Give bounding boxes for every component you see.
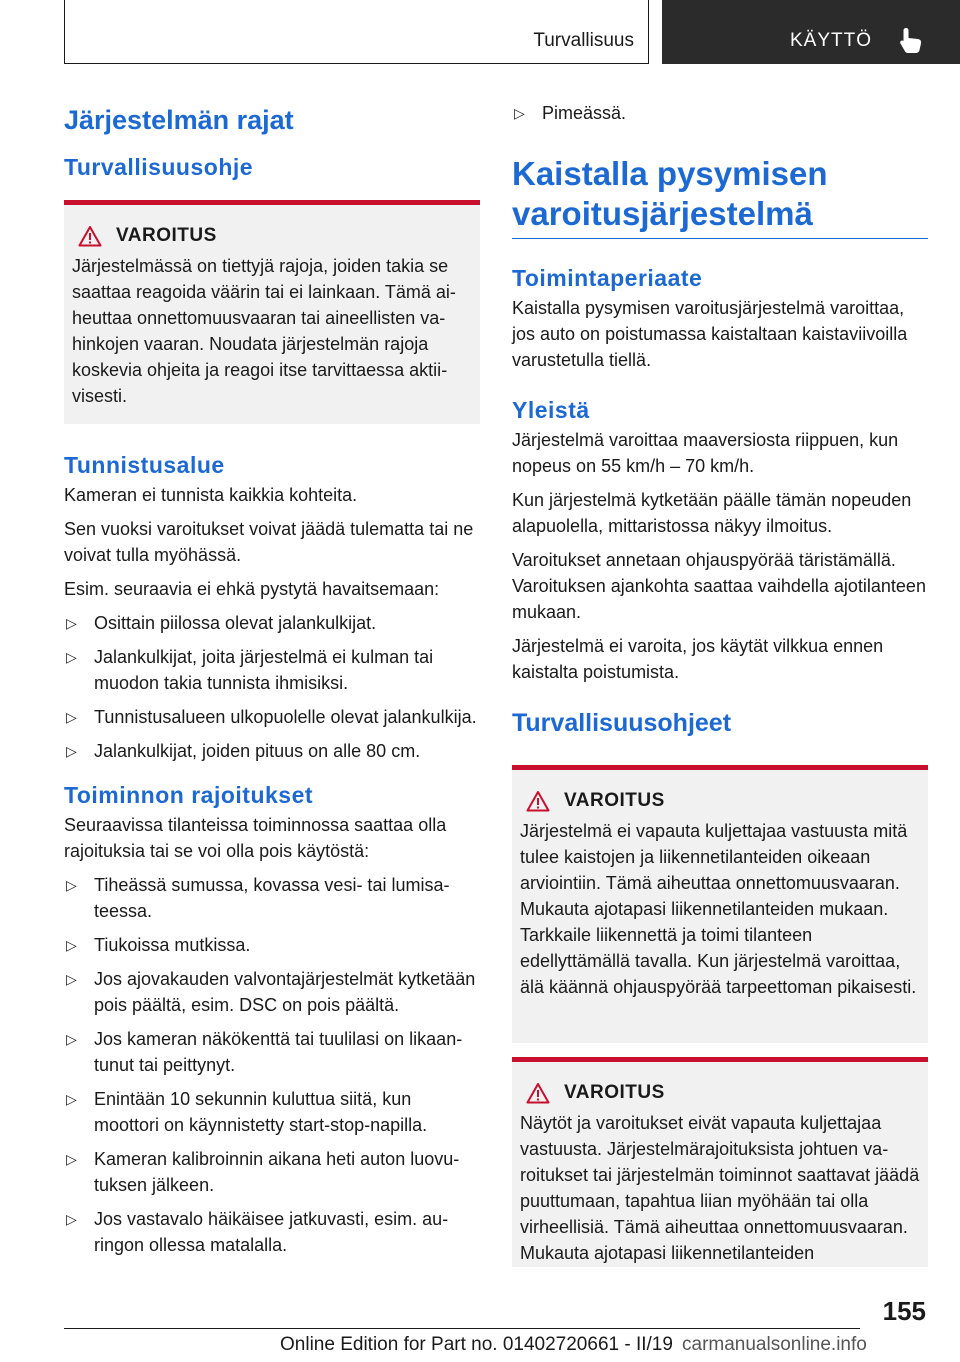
bullet-triangle-icon: ▷ — [66, 971, 77, 987]
limits-heading: Toiminnon rajoitukset — [64, 782, 314, 808]
warning-text: Järjestelmässä on tiettyjä rajoja, joiden takia se saattaa reagoida väärin tai ei lainkaan. Tämä aiheuttaa onnettomuusvaaran tai aineellisten vahinkojen vaaran. Noudata järjestelmän rajoja koskevia ohjeita ja reagoi itse tarvittaessa aktiivisesti. — [72, 256, 456, 406]
right-column — [512, 100, 928, 1267]
safety-heading: Turvallisuusohje — [64, 154, 254, 180]
warning-title — [526, 1082, 920, 1104]
list-item: ▷ Enintään 10 sekunnin kuluttua siitä, kun moottori on käynnistetty start-stop-napilla. — [64, 1086, 480, 1138]
list-item: ▷ Pimeässä. — [512, 100, 928, 126]
bullet-triangle-icon: ▷ — [66, 1091, 77, 1107]
warning-triangle-icon — [526, 1082, 550, 1104]
safety-instructions-heading: Turvallisuusohjeet — [512, 709, 732, 737]
paragraph: Seuraavissa tilanteissa toiminnossa saattaa olla rajoituksia tai se voi olla pois käytöstä: — [64, 815, 447, 861]
header-chapter-box — [662, 0, 960, 64]
paragraph: Esim. seuraavia ei ehkä pystytä havaitsemaan: — [64, 579, 440, 599]
paragraph: Järjestelmä ei varoita, jos käytät vilkkua ennen kaistalta poistumista. — [512, 636, 884, 682]
list-item: ▷ Jalankulkijat, joiden pituus on alle 80 cm. — [64, 738, 480, 764]
footer-divider — [64, 1328, 860, 1329]
paragraph: Kun järjestelmä kytketään päälle tämän nopeuden alapuolella, mittaristossa näkyy ilmoitus. — [512, 490, 912, 536]
bullet-triangle-icon: ▷ — [66, 649, 77, 665]
header-section-box — [64, 0, 649, 64]
warning-label: VAROITUS — [116, 225, 217, 246]
left-column — [64, 100, 480, 1266]
warning-title — [78, 225, 472, 247]
bullet-triangle-icon: ▷ — [66, 1151, 77, 1167]
warning-title — [526, 790, 920, 812]
detection-list — [64, 610, 480, 764]
list-item: ▷ Tiheässä sumussa, kovassa vesi- tai lumisateessa. — [64, 872, 480, 924]
list-item: ▷ Kameran kalibroinnin aikana heti auton luovutuksen jälkeen. — [64, 1146, 480, 1198]
bullet-triangle-icon: ▷ — [514, 105, 525, 121]
page-number: 155 — [882, 1296, 926, 1326]
detection-heading: Tunnistusalue — [64, 452, 225, 478]
list-item: ▷ Tunnistusalueen ulkopuolelle olevat jalankulkija. — [64, 704, 480, 730]
header-section-title: Turvallisuus — [533, 30, 634, 51]
warning-box — [512, 1057, 928, 1267]
warning-text: Näytöt ja varoitukset eivät vapauta kuljettajaa vastuusta. Järjestelmärajoituksista johtuen varoitukset tai järjestelmän toiminnot saattavat jäädä puuttumaan, tapahtua liian myöhään tai olla virheellisiä. Tämä aiheuttaa onnettomuusvaaran. Mukauta ajotapasi liikennetilanteiden — [520, 1113, 920, 1263]
principle-heading: Toimintaperiaate — [512, 265, 703, 291]
paragraph: Sen vuoksi varoitukset voivat jäädä tulematta tai ne voivat tulla myöhässä. — [64, 519, 474, 565]
list-item: ▷ Jos kameran näkökenttä tai tuulilasi on likaantunut tai peittynyt. — [64, 1026, 480, 1078]
paragraph: Järjestelmä varoittaa maaversiosta riippuen, kun nopeus on 55 km/h – 70 km/h. — [512, 430, 899, 476]
bullet-triangle-icon: ▷ — [66, 877, 77, 893]
bullet-triangle-icon: ▷ — [66, 615, 77, 631]
warning-text: Järjestelmä ei vapauta kuljettajaa vastuusta mitä tulee kaistojen ja liikennetilanteiden oikeaan arviointiin. Tämä aiheuttaa onnettomuusvaaran. Mukauta ajotapasi liikennetilanteiden mukaan. Tarkkaile liikennettä ja toimi tilanteen edellyttämällä tavalla. Kun järjestelmä varoittaa, älä käännä ohjauspyörää tarpeettoman pikaisesti. — [520, 821, 917, 997]
warning-triangle-icon — [526, 790, 550, 812]
bullet-triangle-icon: ▷ — [66, 937, 77, 953]
pointing-hand-icon — [898, 26, 924, 54]
footer-edition: Online Edition for Part no. 01402720661 - II/19 — [280, 1334, 673, 1355]
warning-label: VAROITUS — [564, 1082, 665, 1103]
section-title-system-limits: Järjestelmän rajat — [64, 105, 294, 135]
bullet-triangle-icon: ▷ — [66, 1031, 77, 1047]
list-item: ▷ Jalankulkijat, joita järjestelmä ei kulman tai muodon takia tunnista ihmisiksi. — [64, 644, 480, 696]
bullet-triangle-icon: ▷ — [66, 709, 77, 725]
general-heading: Yleistä — [512, 397, 590, 423]
bullet-triangle-icon: ▷ — [66, 743, 77, 759]
continued-list — [512, 100, 928, 126]
list-item: ▷ Jos vastavalo häikäisee jatkuvasti, esim. auringon ollessa matalalla. — [64, 1206, 480, 1258]
limits-list — [64, 872, 480, 1258]
warning-label: VAROITUS — [564, 790, 665, 811]
list-item: ▷ Tiukoissa mutkissa. — [64, 932, 480, 958]
header-chapter-title: KÄYTTÖ — [790, 30, 873, 51]
paragraph: Kaistalla pysymisen varoitusjärjestelmä varoittaa, jos auto on poistumassa kaistaltaan kaistaviivoilla varustetulla tiellä. — [512, 298, 908, 370]
list-item: ▷ Jos ajovakauden valvontajärjestelmät kytketään pois päältä, esim. DSC on pois päältä. — [64, 966, 480, 1018]
warning-triangle-icon — [78, 225, 102, 247]
footer-watermark[interactable]: carmanualsonline.info — [682, 1334, 867, 1355]
paragraph: Varoitukset annetaan ohjauspyörää täristämällä. Varoituksen ajankohta saattaa vaihdella ajotilanteen mukaan. — [512, 550, 926, 622]
bullet-triangle-icon: ▷ — [66, 1211, 77, 1227]
list-item: ▷ Osittain piilossa olevat jalankulkijat. — [64, 610, 480, 636]
main-title: Kaistalla pysymisen varoitusjärjestelmä — [512, 154, 928, 239]
warning-box — [512, 765, 928, 1043]
warning-box — [64, 200, 480, 424]
paragraph: Kameran ei tunnista kaikkia kohteita. — [64, 485, 358, 505]
